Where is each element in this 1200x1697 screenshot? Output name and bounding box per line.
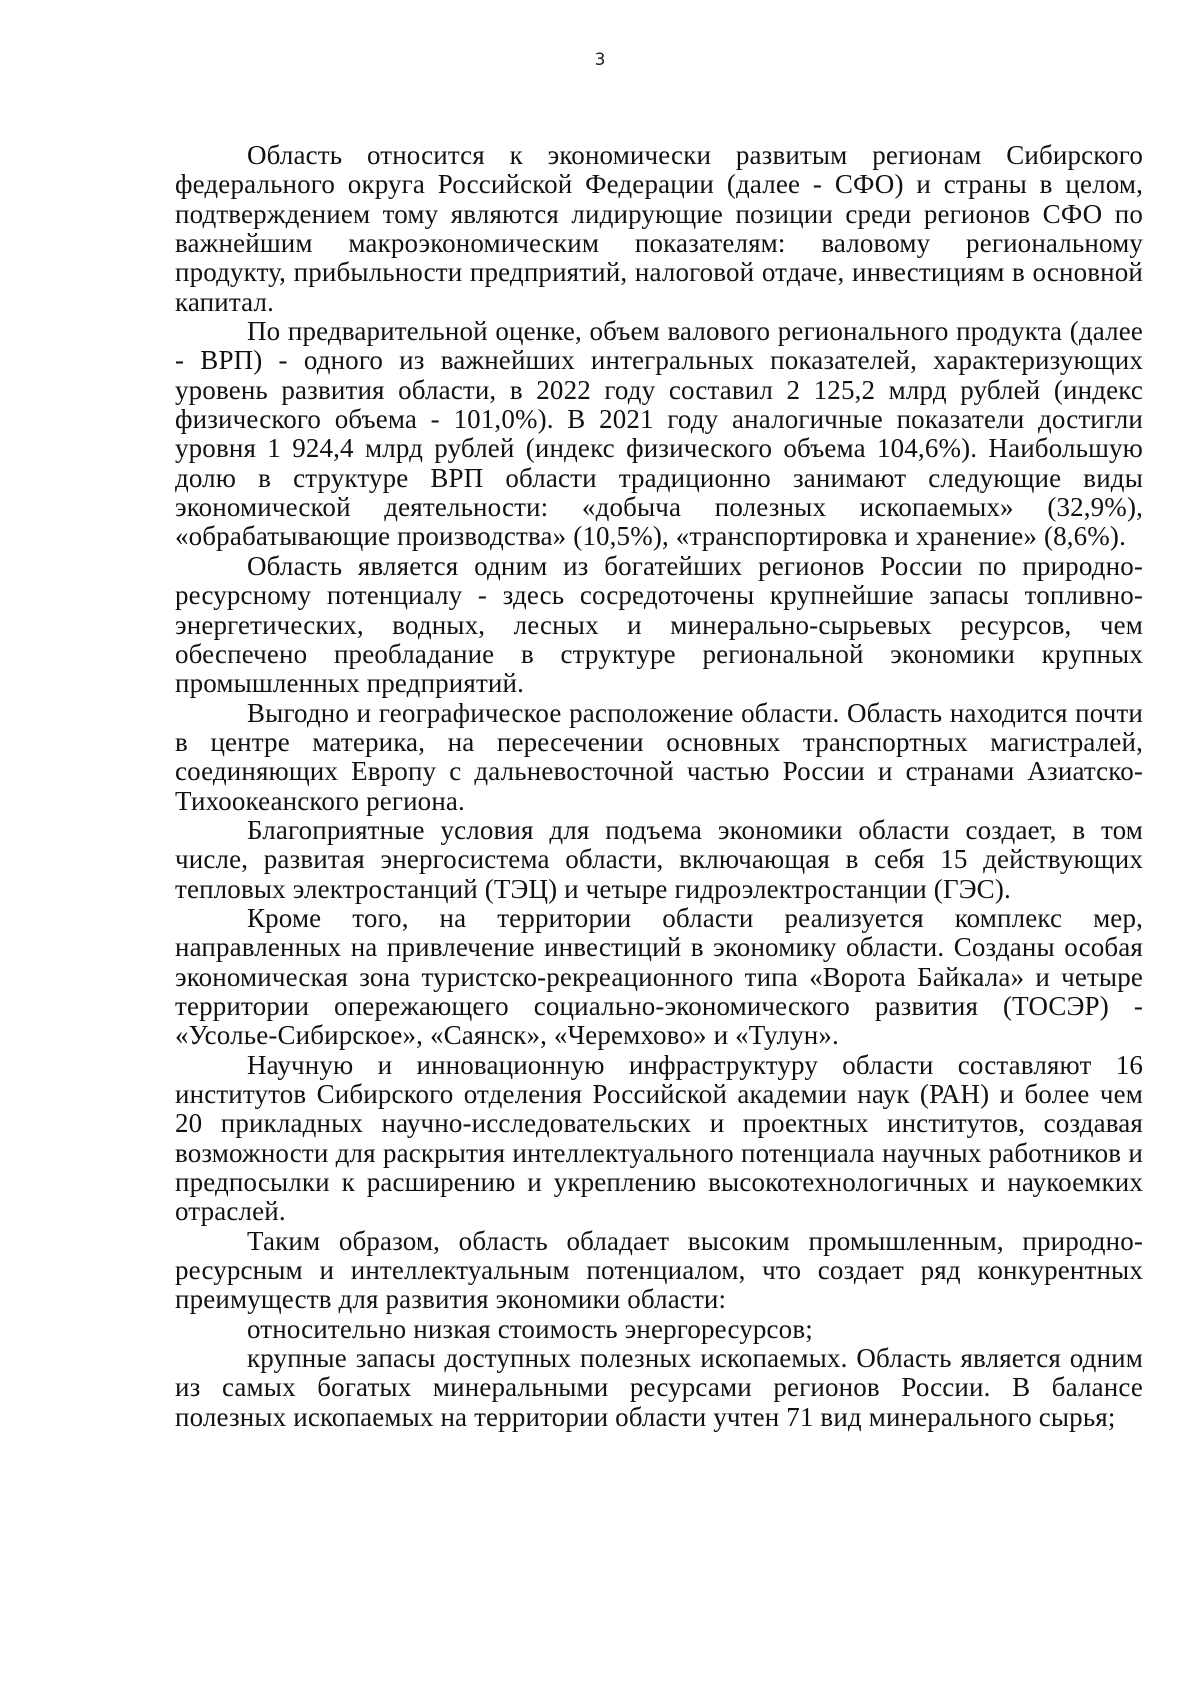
paragraph-geography: Выгодно и географическое расположение области. Область находится почти в центре материка, на пересечении основных транспортных магистралей, соединяющих Европу с дальневосточной частью России и странами Азиатско-Тихоокеанского региона. [175,697,1143,816]
paragraph-grp: По предварительной оценке, объем валового регионального продукта (далее - ВРП) - одного из важнейших интегральных показателей, характеризующих уровень развития области, в 2022 году составил 2 125,2 млрд рублей (индекс физического объема - 101,0%). В 2021 году аналогичные показатели достигли уровня 1 924,4 млрд рублей (индекс физического объема 104,6%). Наибольшую долю в структуре ВРП области традиционно занимают следующие виды экономической деятельности: «добыча полезных ископаемых» (32,9%), «обрабатывающие производства» (10,5%), «транспортировка и хранение» (8,6%). [175,316,1143,552]
page-number: 3 [594,50,606,70]
document-body [175,141,1143,1432]
paragraph-competitive-advantages: Таким образом, область обладает высоким промышленным, природно-ресурсным и интеллектуальным потенциалом, что создает ряд конкурентных преимуществ для развития экономики области: [175,1225,1143,1315]
paragraph-investment-zones: Кроме того, на территории области реализуется комплекс мер, направленных на привлечение инвестиций в экономику области. Созданы особая экономическая зона туристско-рекреационного типа «Ворота Байкала» и четыре территории опережающего социально-экономического развития (ТОСЭР) - «Усолье-Сибирское», «Саянск», «Черемхово» и «Тулун». [175,902,1143,1051]
list-item-mineral-reserves: крупные запасы доступных полезных ископаемых. Область является одним из самых богатых минеральными ресурсами регионов России. В балансе полезных ископаемых на территории области учтен 71 вид минерального сырья; [175,1343,1143,1432]
paragraph-natural-resources: Область является одним из богатейших регионов России по природно-ресурсному потенциалу - здесь сосредоточены крупнейшие запасы топливно-энергетических, водных, лесных и минерально-сырьевых ресурсов, чем обеспечено преобладание в структуре региональной экономики крупных промышленных предприятий. [175,550,1143,699]
list-item-energy-cost: относительно низкая стоимость энергоресурсов; [247,1313,813,1344]
paragraph-economic-status: Область относится к экономически развитым регионам Сибирского федерального округа Российской Федерации (далее - СФО) и страны в целом, подтверждением тому являются лидирующие позиции среди регионов СФО по важнейшим макроэкономическим показателям: валовому региональному продукту, прибыльности предприятий, налоговой отдаче, инвестициям в основной капитал. [175,140,1143,317]
paragraph-energy-system: Благоприятные условия для подъема экономики области создает, в том числе, развитая энергосистема области, включающая в себя 15 действующих тепловых электростанций (ТЭЦ) и четыре гидроэлектростанции (ГЭС). [175,814,1143,904]
paragraph-science-infrastructure: Научную и инновационную инфраструктуру области составляют 16 институтов Сибирского отделения Российской академии наук (РАН) и более чем 20 прикладных научно-исследовательских и проектных институтов, создавая возможности для раскрытия интеллектуального потенциала научных работников и предпосылки к расширению и укреплению высокотехнологичных и наукоемких отраслей. [175,1049,1143,1227]
